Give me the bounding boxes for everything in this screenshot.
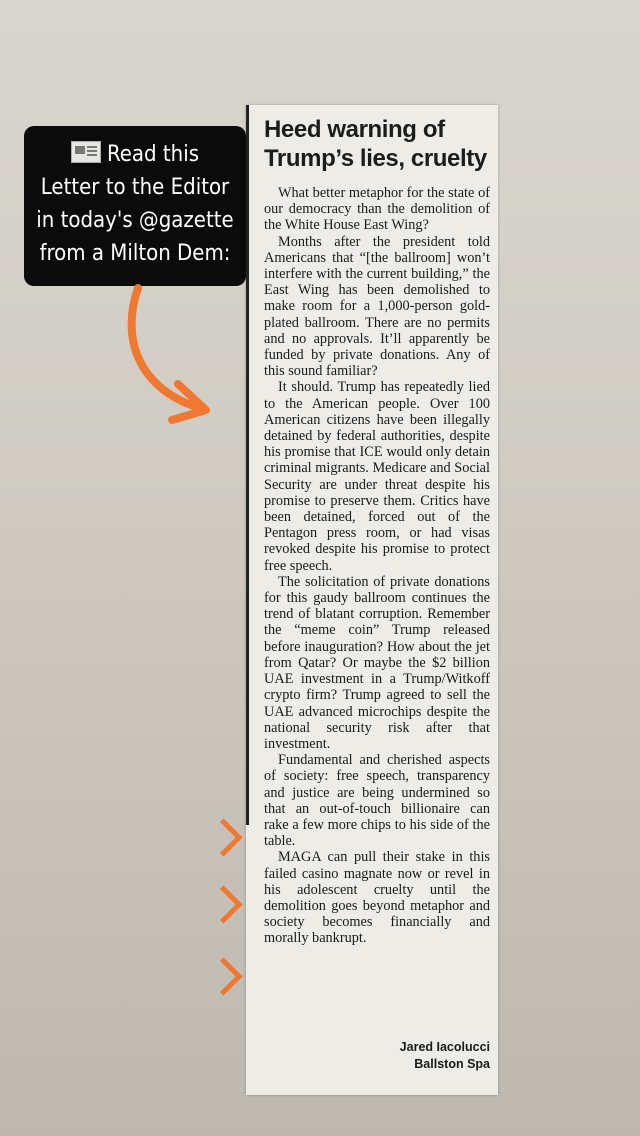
paragraph-3: It should. Trump has repeatedly lied to the American people. Over 100 American citizens have been illegally detained by federal authorities, despite his promise that ICE would only detain criminal migrants. Medicare and Social Security are under threat despite his promise to preserve them. Critics have been detained, forced out of the Pentagon press room, or had visas revoked despite his promise to protect free speech. — [264, 379, 490, 574]
author-location: Ballston Spa — [414, 1057, 490, 1071]
author-name: Jared Iacolucci — [399, 1040, 490, 1054]
chevron-right-icon — [204, 885, 242, 923]
paragraph-4: The solicitation of private donations for this gaudy ballroom continues the trend of blatant corruption. Remember the “meme coin” Trump released before inauguration? How about the jet from Qatar? Or maybe the $2 billion UAE investment in a Trump/Witkoff crypto firm? Trump agreed to sell the UAE advanced microchips despite the national security risk after that investment. — [264, 573, 490, 752]
story-caption-sticker — [24, 126, 246, 286]
curved-arrow-icon — [120, 280, 230, 430]
paragraph-6: MAGA can pull their stake in this failed casino magnate now or revel in his adolescent cruelty until the demolition goes beyond metaphor and society becomes financially and morally bankrupt. — [264, 849, 490, 947]
paragraph-2: Months after the president told Americans that “[the ballroom] won’t interfere with the current building,” the East Wing has been demolished to make room for a 1,000-person gold-plated ballroom. There are no permits and no approvals. It’ll apparently be funded by private donations. Any of this sound familiar? — [264, 233, 490, 380]
headline-line-1: Heed warning of — [264, 116, 445, 143]
newspaper-icon — [71, 141, 101, 163]
caption-line-1: Read this — [24, 138, 246, 171]
signature-block — [400, 1039, 490, 1073]
headline-line-2: Trump’s lies, cruelty — [264, 145, 487, 172]
chevron-right-icon — [204, 957, 242, 995]
article-headline — [264, 115, 494, 173]
paragraph-1: What better metaphor for the state of our democracy than the demolition of the White House East Wing? — [264, 185, 490, 234]
caption-line-3: in today's @gazette — [36, 208, 234, 233]
caption-line-2: Letter to the Editor — [40, 175, 230, 200]
caption-line-4: from a Milton Dem: — [39, 241, 231, 266]
column-rule — [246, 105, 249, 825]
newspaper-clipping — [246, 105, 498, 1095]
article-body — [264, 185, 490, 947]
paragraph-5: Fundamental and cherished aspects of society: free speech, transparency and justice are being undermined so that an out-of-touch billionaire can rake a few more chips to his side of the table. — [264, 752, 490, 850]
chevron-right-icon — [204, 818, 242, 856]
